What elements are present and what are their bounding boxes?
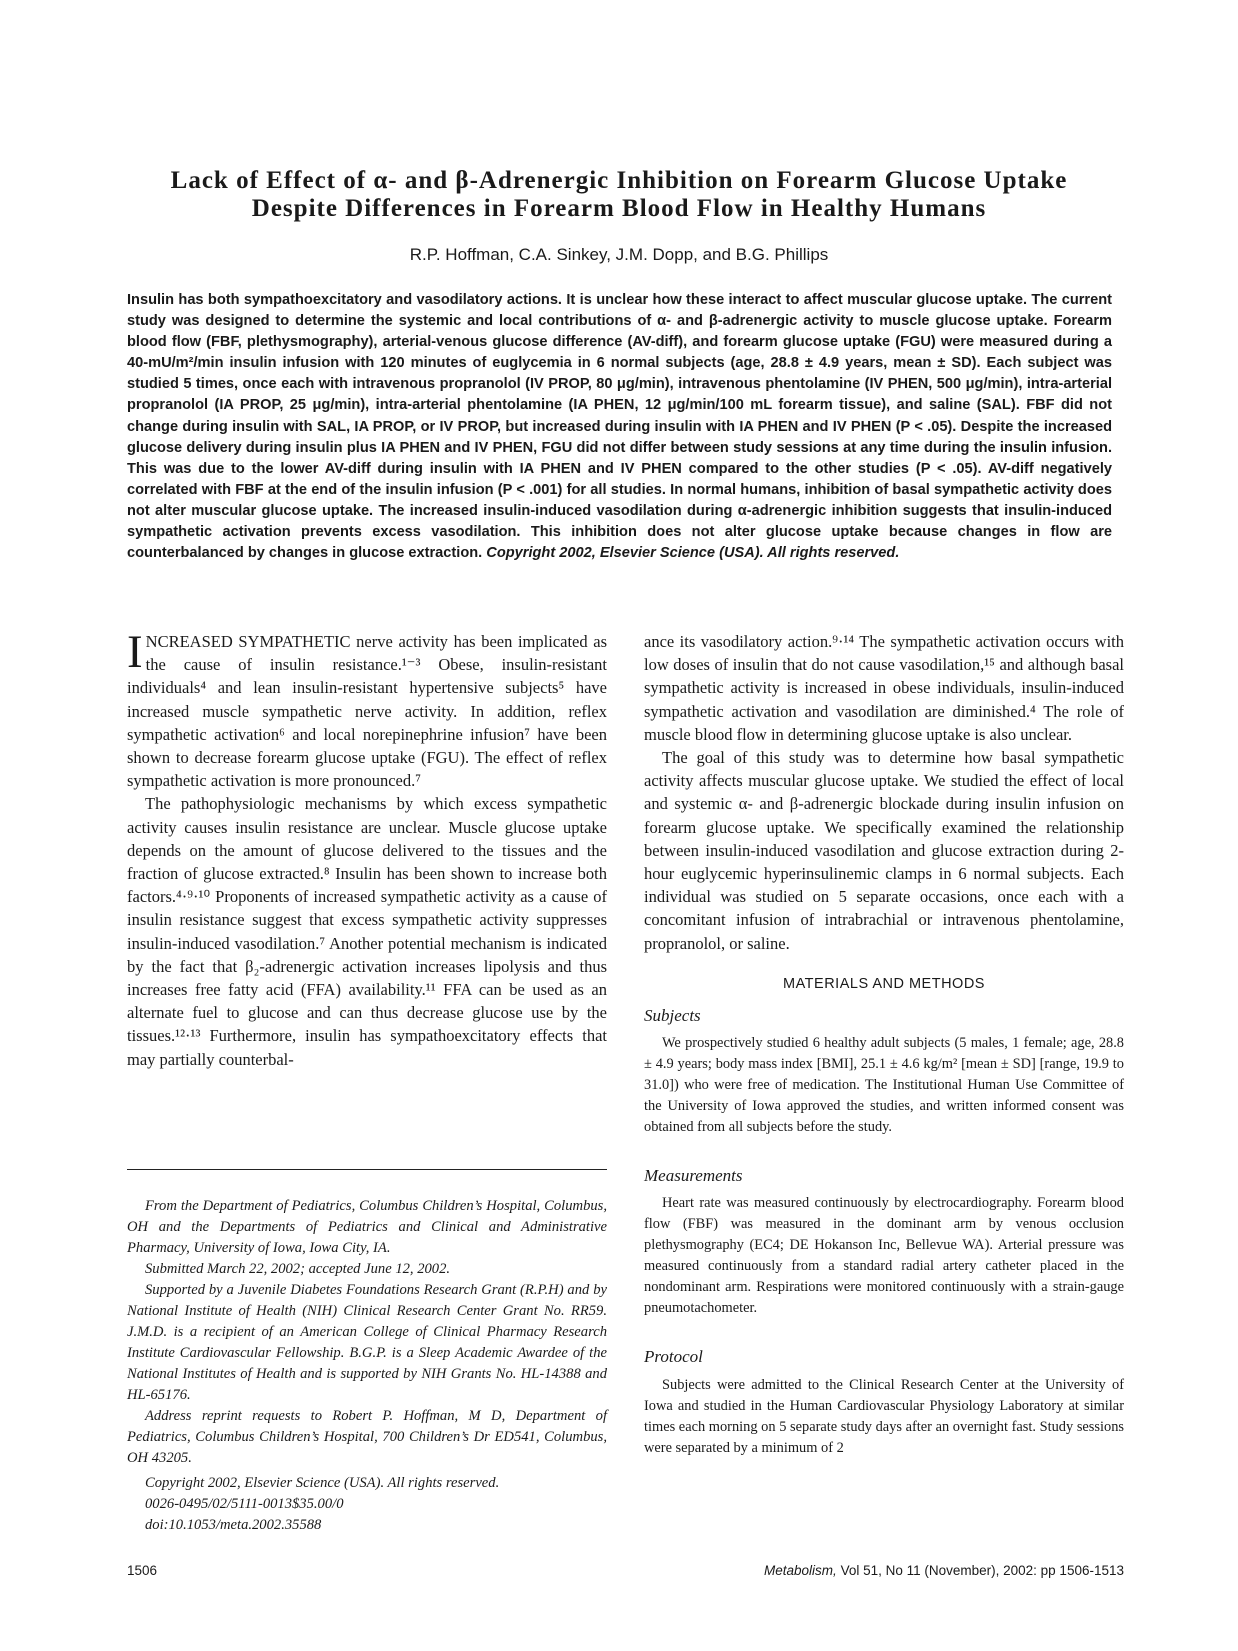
abstract-copyright: Copyright 2002, Elsevier Science (USA). All rights reserved.	[486, 545, 900, 562]
subjects-text-block	[644, 1033, 1124, 1138]
abstract-text: Insulin has both sympathoexcitatory and vasodilatory actions. It is unclear how these interact to affect muscular glucose uptake. The current study was designed to determine the systemic and local contributions of α- and β-adrenergic activity to muscle glucose uptake. Forearm blood flow (FBF, plethysmography), arterial-venous glucose difference (AV-diff), and forearm glucose uptake (FGU) were measured during a 40-mU/m²/min insulin infusion with 120 minutes of euglycemia in 6 normal subjects (age, 28.8 ± 4.9 years, mean ± SD). Each subject was studied 5 times, once each with intravenous propranolol (IV PROP, 80 μg/min), intravenous phentolamine (IV PHEN, 500 μg/min), intra-arterial propranolol (IA PROP, 25 μg/min), intra-arterial phentolamine (IA PHEN, 12 μg/min/100 mL forearm tissue), and saline (SAL). FBF did not change during insulin with SAL, IA PROP, or IV PROP, but increased during insulin with IA PHEN and IV PHEN (P < .05). Despite the increased glucose delivery during insulin plus IA PHEN and IV PHEN, FGU did not differ between study sessions at any time during the insulin infusion. This was due to the lower AV-diff during insulin with IA PHEN and IV PHEN compared to the other studies (P < .05). AV-diff negatively correlated with FBF at the end of the insulin infusion (P < .001) for all studies. In normal humans, inhibition of basal sympathetic activity does not alter muscular glucose uptake. The increased insulin-induced vasodilation during α-adrenergic inhibition suggests that insulin-induced sympathetic activation prevents excess vasodilation. This inhibition does not alter glucose uptake because changes in flow are counterbalanced by changes in glucose extraction.	[127, 292, 1112, 562]
footnote-affiliation: From the Department of Pediatrics, Columbus Children’s Hospital, Columbus, OH and the Departments of Pediatrics and Clinical and Administrative Pharmacy, University of Iowa, Iowa City, IA.	[127, 1198, 607, 1256]
title-line-1: Lack of Effect of α- and β-Adrenergic Inhibition on Forearm Glucose Uptake	[170, 167, 1068, 194]
title-line-2: Despite Differences in Forearm Blood Flow in Healthy Humans	[251, 195, 987, 222]
footnote-reprint: Address reprint requests to Robert P. Hoffman, M D, Department of Pediatrics, Columbus Children’s Hospital, 700 Children’s Dr ED541, Columbus, OH 43205.	[127, 1408, 607, 1466]
intro-paragraph-4: The goal of this study was to determine how basal sympathetic activity affects muscular glucose uptake. We studied the effect of local and systemic α- and β-adrenergic blockade during insulin infusion on forearm glucose uptake. We specifically examined the relationship between insulin-induced vasodilation and glucose extraction during 2-hour euglycemic hyperinsulinemic clamps in 6 normal subjects. Each individual was studied on 5 separate occasions, once each with a concomitant infusion of intrabrachial or intravenous phentolamine, propranolol, or saline.	[644, 748, 1124, 953]
footnote-copyright-block	[127, 1473, 607, 1536]
footnote-support: Supported by a Juvenile Diabetes Foundations Research Grant (R.P.H) and by National Institute of Health (NIH) Clinical Research Center Grant No. RR59. J.M.D. is a recipient of an American College of Clinical Pharmacy Research Institute Cardiovascular Fellowship. B.G.P. is a Sleep Academic Awardee of the National Institutes of Health and is supported by NIH Grants No. HL-14388 and HL-65176.	[127, 1282, 607, 1403]
right-column	[644, 630, 1124, 1459]
footnote-doi: doi:10.1053/meta.2002.35588	[145, 1517, 322, 1533]
measurements-text-block	[644, 1193, 1124, 1319]
intro-paragraph-3: ance its vasodilatory action.⁹·¹⁴ The sympathetic activation occurs with low doses of insulin that do not cause vasodilation,¹⁵ and although basal sympathetic activity is increased in obese individuals, insulin-induced sympathetic activation and vasodilation are diminished.⁴ The role of muscle blood flow in determining glucose uptake is also unclear.	[644, 632, 1124, 744]
page-number: 1506	[127, 1563, 158, 1578]
journal-citation	[764, 1563, 1124, 1578]
footnote-issn: 0026-0495/02/5111-0013$35.00/0	[145, 1496, 344, 1512]
subsection-measurements: Measurements	[644, 1166, 743, 1186]
left-column	[127, 626, 607, 1071]
intro-paragraph-1	[127, 626, 607, 792]
protocol-paragraph: Subjects were admitted to the Clinical Research Center at the University of Iowa and studied in the Human Cardiovascular Physiology Laboratory at similar times each morning on 5 separate study days after an overnight fast. Study sessions were separated by a minimum of 2	[644, 1376, 1124, 1456]
protocol-text-block	[644, 1375, 1124, 1459]
measurements-paragraph: Heart rate was measured continuously by electrocardiography. Forearm blood flow (FBF) was measured in the dominant arm by venous occlusion plethysmography (EC4; DE Hokanson Inc, Bellevue WA). Arterial pressure was measured continuously from a standard radial artery catheter placed in the nondominant arm. Respirations were monitored continuously with a strain-gauge pneumotachometer.	[644, 1195, 1124, 1317]
footnotes	[127, 1196, 607, 1536]
intro-paragraph-2: The pathophysiologic mechanisms by which excess sympathetic activity causes insulin resistance are unclear. Muscle glucose uptake depends on the amount of glucose delivered to the tissues and the fraction of glucose extracted.⁸ Insulin has been shown to increase both factors.⁴·⁹·¹⁰ Proponents of increased sympathetic activity as a cause of insulin resistance suggest that excess sympathetic activity suppresses insulin-induced vasodilation.⁷ Another potential mechanism is indicated by the fact that β₂-adrenergic activation increases lipolysis and thus increases free fatty acid (FFA) availability.¹¹ FFA can be used as an alternate fuel to glucose and can thus decrease glucose use by the tissues.¹²·¹³ Furthermore, insulin has sympathoexcitatory effects that may partially counterbal-	[127, 794, 607, 1069]
subsection-subjects: Subjects	[644, 1006, 701, 1026]
intro-paragraph-1-text: NCREASED SYMPATHETIC nerve activity has been implicated as the cause of insulin resistance.¹⁻³ Obese, insulin-resistant individuals⁴ and lean insulin-resistant hypertensive subjects⁵ have increased muscle sympathetic nerve activity. In addition, reflex sympathetic activation⁶ and local norepinephrine infusion⁷ have been shown to decrease forearm glucose uptake (FGU). The effect of reflex sympathetic activation is more pronounced.⁷	[127, 632, 607, 791]
journal-name: Metabolism,	[764, 1563, 837, 1578]
section-heading-methods: MATERIALS AND METHODS	[783, 975, 985, 992]
article-title	[100, 167, 1138, 223]
subsection-protocol: Protocol	[644, 1347, 703, 1367]
footnote-copyright: Copyright 2002, Elsevier Science (USA). All rights reserved.	[145, 1475, 500, 1491]
footnote-divider	[127, 1169, 607, 1170]
abstract	[127, 290, 1112, 564]
journal-volume-info: Vol 51, No 11 (November), 2002: pp 1506-1513	[836, 1563, 1124, 1578]
author-list: R.P. Hoffman, C.A. Sinkey, J.M. Dopp, and B.G. Phillips	[409, 245, 829, 264]
drop-cap: I	[127, 626, 143, 678]
subjects-paragraph: We prospectively studied 6 healthy adult subjects (5 males, 1 female; age, 28.8 ± 4.9 years; body mass index [BMI], 25.1 ± 4.6 kg/m² [mean ± SD] [range, 19.9 to 31.0]) who were free of medication. The Institutional Human Use Committee of the University of Iowa approved the studies, and written informed consent was obtained from all subjects before the study.	[644, 1035, 1124, 1136]
footnote-submitted: Submitted March 22, 2002; accepted June 12, 2002.	[145, 1261, 451, 1277]
